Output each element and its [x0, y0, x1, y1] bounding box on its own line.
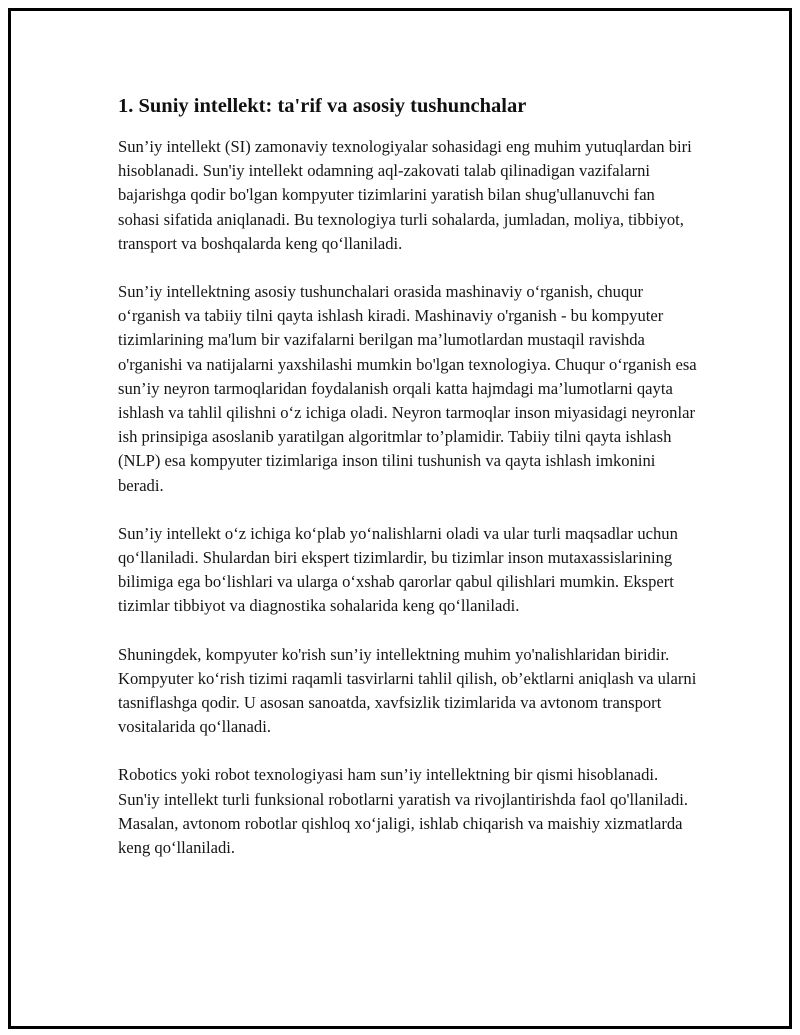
- paragraph-core-concepts: Sun’iy intellektning asosiy tushunchalari orasida mashinaviy o‘rganish, chuqur o‘rganish va tabiiy tilni qayta ishlash kiradi. Mashinaviy o'rganish - bu kompyuter tizimlarining ma'lum bir vazifalarni berilgan ma’lumotlardan mustaqil ravishda o'rganishi va natijalarni yaxshilashi mumkin bo'lgan texnologiya. Chuqur o‘rganish esa sun’iy neyron tarmoqlaridan foydalanish orqali katta hajmdagi ma’lumotlarni qayta ishlash va tahlil qilishni o‘z ichiga oladi. Neyron tarmoqlar inson miyasidagi neyronlar ish prinsipiga asoslanib yaratilgan algoritmlar to’plamidir. Tabiiy tilni qayta ishlash (NLP) esa kompyuter tizimlariga inson tilini tushunish va qayta ishlash imkonini beradi.: [118, 282, 697, 495]
- section-heading: 1. Suniy intellekt: ta'rif va asosiy tushunchalar: [118, 95, 527, 117]
- paragraph-computer-vision: Shuningdek, kompyuter ko'rish sun’iy intellektning muhim yo'nalishlaridan biridir. Kompyuter ko‘rish tizimi raqamli tasvirlarni tahlil qilish, ob’ektlarni aniqlash va ularni tasniflashga qodir. U asosan sanoatda, xavfsizlik tizimlarida va avtonom transport vositalarida qo‘llanadi.: [118, 644, 697, 737]
- document-body: [118, 93, 698, 884]
- paragraph-robotics: Robotics yoki robot texnologiyasi ham sun’iy intellektning bir qismi hisoblanadi. Sun'iy intellekt turli funksional robotlarni yaratish va rivojlantirishda faol qo'llaniladi. Masalan, avtonom robotlar qishloq xo‘jaligi, ishlab chiqarish va maishiy xizmatlarda keng qo‘llaniladi.: [118, 765, 689, 858]
- paragraph-definition: Sun’iy intellekt (SI) zamonaviy texnologiyalar sohasidagi eng muhim yutuqlardan biri hisoblanadi. Sun'iy intellekt odamning aql-zakovati talab qilinadigan vazifalarni bajarishga qodir bo'lgan kompyuter tizimlarini yaratish bilan shug'ullanuvchi fan sohasi sifatida aniqlanadi. Bu texnologiya turli sohalarda, jumladan, moliya, tibbiyot, transport va boshqalarda keng qo‘llaniladi.: [118, 137, 692, 253]
- paragraph-expert-systems: Sun’iy intellekt o‘z ichiga ko‘plab yo‘nalishlarni oladi va ular turli maqsadlar uchun qo‘llaniladi. Shulardan biri ekspert tizimlardir, bu tizimlar inson mutaxassislarining bilimiga ega bo‘lishlari va ularga o‘xshab qarorlar qabul qilishlari mumkin. Ekspert tizimlar tibbiyot va diagnostika sohalarida keng qo‘llaniladi.: [118, 523, 678, 616]
